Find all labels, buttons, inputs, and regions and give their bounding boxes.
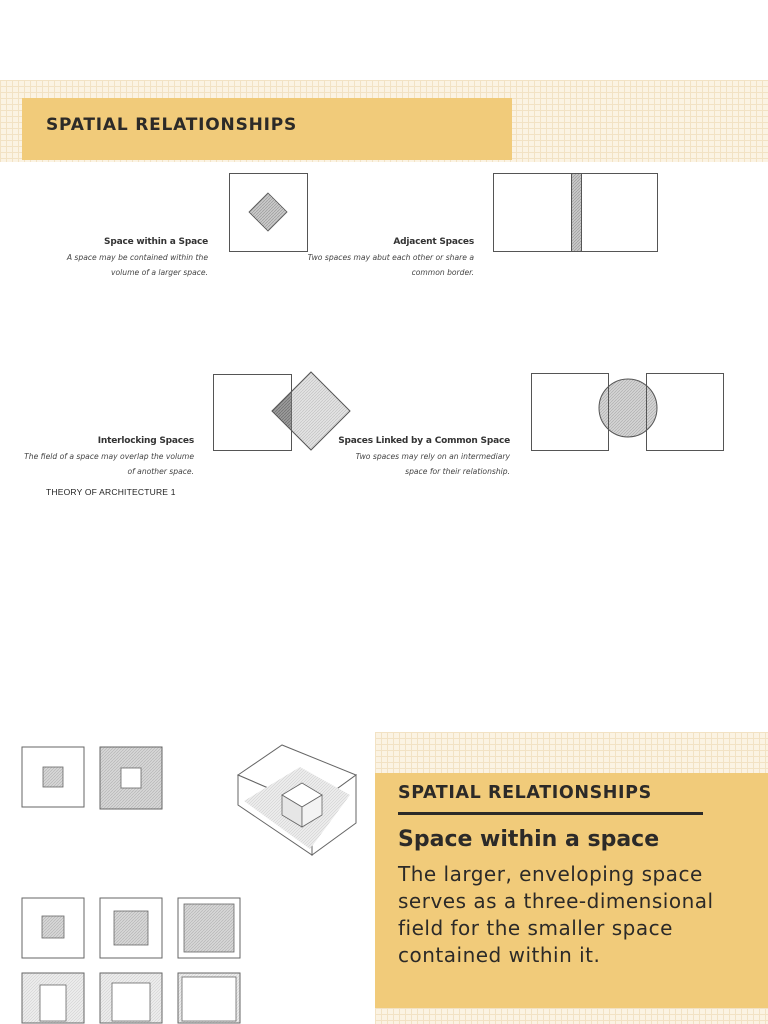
figure-description: A space may be contained within the volume of a larger space.: [66, 253, 208, 277]
interlocking-spaces-diagram: [212, 370, 352, 454]
figure-title: Space within a Space: [104, 237, 208, 247]
panel-body-text: The larger, enveloping space serves as a three-dimensional field for the smaller space contained within it.: [398, 862, 714, 967]
page-title: SPATIAL RELATIONSHIPS: [46, 115, 298, 135]
title-underline: [398, 812, 703, 815]
figure-title: Spaces Linked by a Common Space: [338, 436, 510, 446]
header-bar: [22, 98, 512, 160]
figure-caption-interlocking-spaces: [22, 436, 194, 479]
figure-description: Two spaces may abut each other or share a common border.: [307, 253, 474, 277]
info-panel: [375, 773, 768, 1008]
figure-description: Two spaces may rely on an intermediary space for their relationship.: [355, 452, 510, 476]
figure-caption-space-within-space: [40, 237, 208, 280]
figure-caption-linked-spaces: [336, 436, 510, 479]
space-within-space-diagram: [229, 173, 309, 253]
figure-description: The field of a space may overlap the volume of another space.: [24, 452, 194, 476]
figure-title: Interlocking Spaces: [97, 436, 194, 446]
course-footer-note: THEORY OF ARCHITECTURE 1: [46, 487, 176, 497]
linked-spaces-diagram: [530, 372, 726, 452]
figure-title: Adjacent Spaces: [393, 237, 474, 247]
space-within-space-sketches: [20, 745, 370, 1024]
panel-title: SPATIAL RELATIONSHIPS: [398, 783, 652, 803]
panel-subtitle: Space within a space: [398, 827, 660, 852]
adjacent-spaces-diagram: [493, 173, 659, 253]
figure-caption-adjacent-spaces: [300, 237, 474, 280]
